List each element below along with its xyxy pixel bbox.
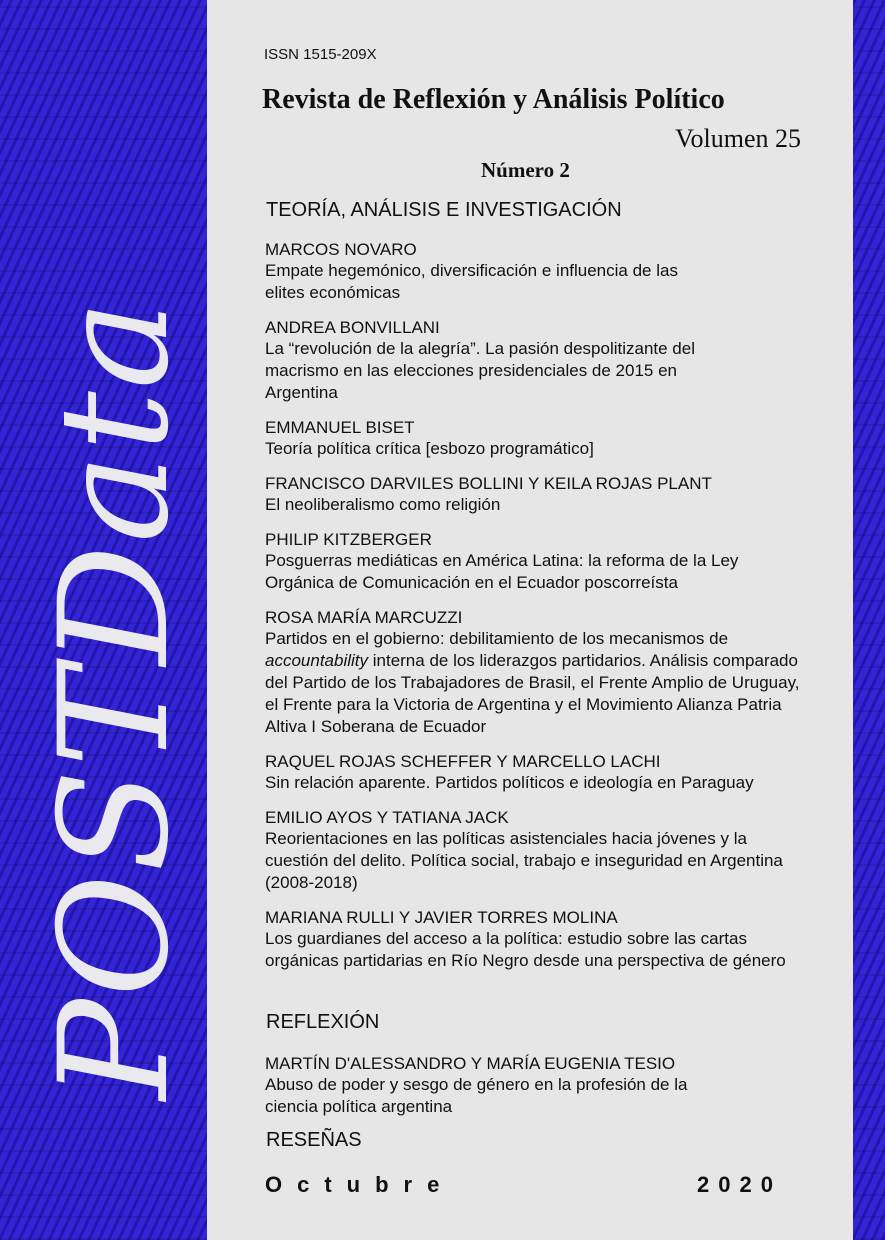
article-title: Posguerras mediáticas en América Latina: la reforma de la Ley Orgánica de Comunicación en el Ecuador poscorreísta: [265, 551, 739, 592]
article-item: [265, 474, 825, 516]
article-item: [265, 608, 825, 738]
issn: ISSN 1515-209X: [264, 46, 377, 63]
article-author: FRANCISCO DARVILES BOLLINI Y KEILA ROJAS PLANT: [265, 474, 712, 493]
article-item: [265, 240, 825, 304]
article-item: [265, 318, 825, 404]
journal-title: Revista de Reflexión y Análisis Político: [262, 84, 725, 115]
article-title: Reorientaciones en las políticas asistenciales hacia jóvenes y la cuestión del delito. Política social, trabajo e inseguridad en Argentina (2008-2018): [265, 829, 783, 892]
article-title: Los guardianes del acceso a la política: estudio sobre las cartas orgánicas partidarias en Río Negro desde una perspectiva de género: [265, 929, 786, 970]
logo-text: POSTData: [28, 297, 202, 1100]
section-theory: TEORÍA, ANÁLISIS E INVESTIGACIÓN: [266, 199, 622, 221]
issue-year: 2020: [697, 1172, 782, 1197]
article-item: [265, 752, 825, 794]
article-author: MARIANA RULLI Y JAVIER TORRES MOLINA: [265, 908, 618, 927]
article-title: Teoría política crítica [esbozo programático]: [265, 439, 594, 458]
article-item: [265, 530, 825, 594]
article-title: Empate hegemónico, diversificación e influencia de las elites económicas: [265, 261, 678, 302]
right-pattern-band: [853, 0, 885, 1240]
issue-month: Octubre: [265, 1172, 455, 1197]
article-author: PHILIP KITZBERGER: [265, 530, 432, 549]
article-author: EMMANUEL BISET: [265, 418, 415, 437]
issue-number: Número 2: [481, 158, 570, 182]
article-item: [265, 908, 825, 972]
article-title: Sin relación aparente. Partidos políticos e ideología en Paraguay: [265, 773, 754, 792]
article-title: Abuso de poder y sesgo de género en la profesión de la ciencia política argentina: [265, 1075, 688, 1116]
section-reviews: RESEÑAS: [266, 1129, 362, 1151]
article-author: EMILIO AYOS Y TATIANA JACK: [265, 808, 509, 827]
article-author: RAQUEL ROJAS SCHEFFER Y MARCELLO LACHI: [265, 752, 661, 771]
article-author: MARCOS NOVARO: [265, 240, 417, 259]
article-title: [265, 628, 800, 738]
article-item: [265, 1054, 825, 1118]
article-title: El neoliberalismo como religión: [265, 495, 501, 514]
article-author: ANDREA BONVILLANI: [265, 318, 440, 337]
article-author: MARTÍN D'ALESSANDRO Y MARÍA EUGENIA TESIO: [265, 1054, 676, 1073]
article-title-part: Partidos en el gobierno: debilitamiento de los mecanismos de: [265, 629, 729, 648]
article-item: [265, 808, 825, 894]
article-title-part: interna de los liderazgos partidarios. Análisis comparado del Partido de los Trabajadores de Brasil, el Frente Amplio de Uruguay, el Frente para la Victoria de Argentina y el Movimiento Alianza Patria Altiva I Soberana de Ecuador: [265, 651, 800, 736]
section-reflection: REFLEXIÓN: [266, 1011, 380, 1033]
postdata-logo: [0, 0, 207, 1240]
article-title-italic: accountability: [265, 651, 369, 670]
article-author: ROSA MARÍA MARCUZZI: [265, 608, 463, 627]
article-title: La “revolución de la alegría”. La pasión despolitizante del macrismo en las elecciones presidenciales de 2015 en Argentina: [265, 339, 695, 402]
article-item: [265, 418, 825, 460]
volume: Volumen 25: [675, 124, 801, 153]
